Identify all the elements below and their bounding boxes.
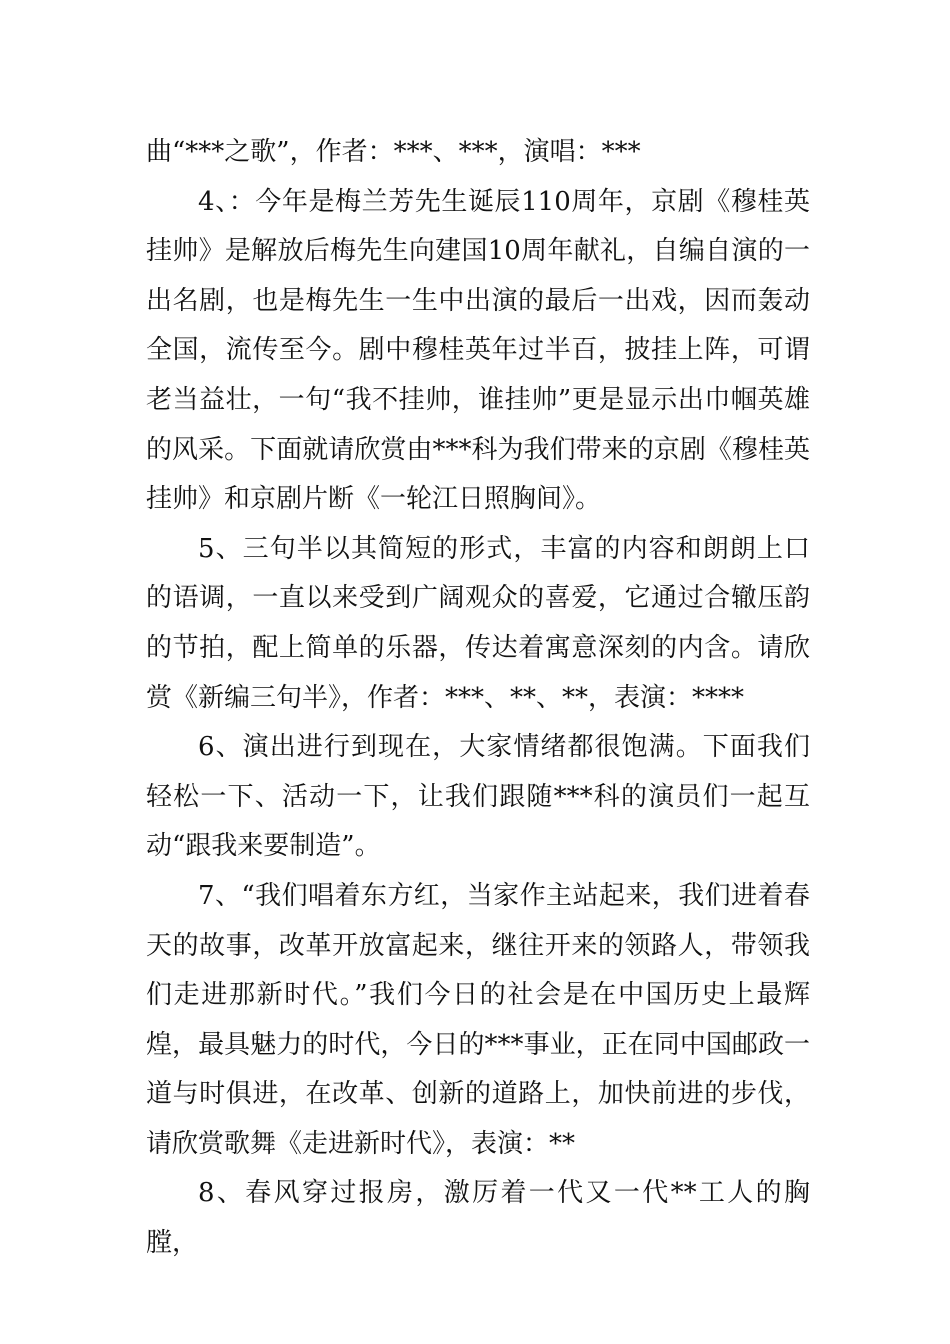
paragraph-item-7: 7、“我们唱着东方红，当家作主站起来，我们进着春天的故事，改革开放富起来，继往开来的领路人，带领我们走进那新时代。”我们今日的社会是在中国历史上最辉煌，最具魅力的时代，今日的***事业，正在同中国邮政一道与时俱进，在改革、创新的道路上，加快前进的步伐，请欣赏歌舞《走进新时代》，表演：** bbox=[146, 880, 810, 1159]
paragraph-item-4: 4、：今年是梅兰芳先生诞辰110周年，京剧《穆桂英挂帅》是解放后梅先生向建国10周年献礼，自编自演的一出名剧，也是梅先生一生中出演的最后一出戏，因而轰动全国，流传至今。剧中穆桂英年过半百，披挂上阵，可谓老当益壮，一句“我不挂帅，谁挂帅”更是显示出巾帼英雄的风采。下面就请欣赏由***科为我们带来的京剧《穆桂英挂帅》和京剧片断《一轮江日照胸间》。 bbox=[146, 186, 810, 515]
paragraph-item-5: 5、三句半以其简短的形式，丰富的内容和朗朗上口的语调，一直以来受到广阔观众的喜爱，它通过合辙压韵的节拍，配上简单的乐器，传达着寓意深刻的内含。请欣赏《新编三句半》，作者：***、**、**，表演：**** bbox=[146, 533, 810, 713]
body-text bbox=[146, 128, 810, 1269]
paragraph-continuation: 曲“***之歌”，作者：***、***，演唱：*** bbox=[146, 137, 641, 167]
paragraph-item-8: 8、春风穿过报房，激厉着一代又一代**工人的胸膛， bbox=[146, 1178, 810, 1259]
paragraph-item-6: 6、演出进行到现在，大家情绪都很饱满。下面我们轻松一下、活动一下，让我们跟随***科的演员们一起互动“跟我来要制造”。 bbox=[146, 732, 810, 862]
